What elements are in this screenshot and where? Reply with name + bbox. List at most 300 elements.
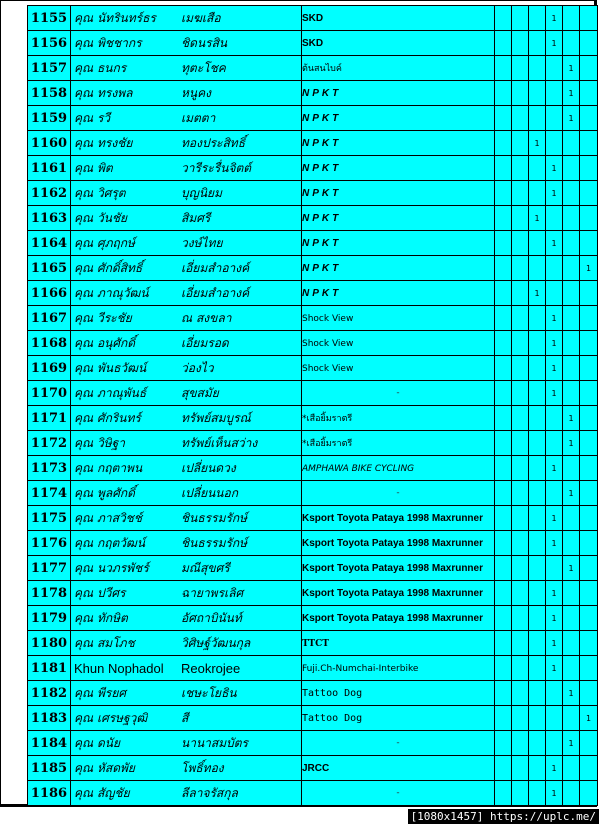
category-flag-cell xyxy=(563,281,580,306)
category-flag-cell: 1 xyxy=(529,131,546,156)
first-name: คุณ ภาสวิชช์ xyxy=(74,510,142,525)
last-name: สิมศรี xyxy=(181,210,211,225)
category-flag-cell xyxy=(580,81,598,106)
category-flag-cell xyxy=(495,156,512,181)
category-flag-cell xyxy=(512,356,529,381)
last-name: สุขสมัย xyxy=(181,385,219,400)
category-flag-cell xyxy=(529,181,546,206)
category-flag-cell xyxy=(512,406,529,431)
table-row xyxy=(28,256,598,281)
category-flag-cell xyxy=(580,331,598,356)
bib-number: 1178 xyxy=(28,581,71,606)
category-flag-cell xyxy=(529,56,546,81)
team-name xyxy=(302,681,495,706)
team-label: NPKT xyxy=(302,187,342,199)
team-label: JRCC xyxy=(302,762,330,774)
category-flag-cell: 1 xyxy=(546,781,563,806)
table-row xyxy=(28,481,598,506)
category-flag-cell xyxy=(512,581,529,606)
category-flag-cell xyxy=(495,681,512,706)
category-flag-cell: 1 xyxy=(546,156,563,181)
first-name: คุณ ภาณุวัฒน์ xyxy=(74,285,149,300)
category-flag-cell: 1 xyxy=(546,6,563,31)
category-flag-cell xyxy=(529,31,546,56)
category-flag-cell xyxy=(512,331,529,356)
team-label: Tattoo Dog xyxy=(302,712,363,724)
team-name xyxy=(302,331,495,356)
category-flag-cell: 1 xyxy=(546,231,563,256)
category-flag-cell xyxy=(495,706,512,731)
category-flag-cell: 1 xyxy=(563,481,580,506)
team-name xyxy=(302,431,495,456)
last-name: เอี่ยมสำอางค์ xyxy=(181,285,250,300)
category-flag-cell: 1 xyxy=(563,731,580,756)
table-row xyxy=(28,506,598,531)
category-flag-cell xyxy=(512,256,529,281)
team-name xyxy=(302,606,495,631)
category-flag-cell xyxy=(563,506,580,531)
category-flag-cell xyxy=(580,756,598,781)
category-flag-cell xyxy=(495,81,512,106)
last-name: มณีสุขศรี xyxy=(181,560,230,575)
category-flag-cell xyxy=(495,181,512,206)
table-row xyxy=(28,531,598,556)
category-flag-cell xyxy=(546,56,563,81)
rider-name xyxy=(71,31,302,56)
team-label: - xyxy=(396,488,400,498)
rider-name xyxy=(71,531,302,556)
category-flag-cell xyxy=(529,356,546,381)
category-flag-cell xyxy=(495,456,512,481)
table-row xyxy=(28,706,598,731)
bib-number: 1185 xyxy=(28,756,71,781)
category-flag-cell xyxy=(512,206,529,231)
category-flag-cell: 1 xyxy=(546,456,563,481)
category-flag-cell xyxy=(580,431,598,456)
category-flag-cell xyxy=(563,31,580,56)
category-flag-cell xyxy=(580,106,598,131)
category-flag-cell xyxy=(529,406,546,431)
category-flag-cell xyxy=(546,81,563,106)
team-name xyxy=(302,6,495,31)
category-flag-cell xyxy=(529,556,546,581)
category-flag-cell xyxy=(512,6,529,31)
category-flag-cell xyxy=(546,206,563,231)
category-flag-cell xyxy=(495,531,512,556)
team-name xyxy=(302,106,495,131)
bib-number: 1163 xyxy=(28,206,71,231)
first-name: คุณ นวภรพัชร์ xyxy=(74,560,149,575)
category-flag-cell xyxy=(529,631,546,656)
team-name xyxy=(302,656,495,681)
category-flag-cell xyxy=(512,681,529,706)
category-flag-cell xyxy=(563,331,580,356)
table-row xyxy=(28,81,598,106)
last-name: เอี่ยมสำอางค์ xyxy=(181,260,250,275)
bib-number: 1158 xyxy=(28,81,71,106)
category-flag-cell: 1 xyxy=(546,356,563,381)
team-label: Tattoo Dog xyxy=(302,687,363,699)
team-name xyxy=(302,206,495,231)
category-flag-cell xyxy=(512,131,529,156)
last-name: เชษะโยธิน xyxy=(181,685,237,700)
category-flag-cell xyxy=(512,656,529,681)
rider-name xyxy=(71,456,302,481)
category-flag-cell xyxy=(563,306,580,331)
category-flag-cell xyxy=(563,581,580,606)
category-flag-cell xyxy=(512,281,529,306)
category-flag-cell xyxy=(529,381,546,406)
category-flag-cell xyxy=(495,131,512,156)
category-flag-cell xyxy=(563,781,580,806)
category-flag-cell xyxy=(580,581,598,606)
last-name: ลีลาจรัสกุล xyxy=(181,785,238,800)
last-name: เมตตา xyxy=(181,110,216,125)
category-flag-cell xyxy=(495,31,512,56)
last-name: บุญนิยม xyxy=(181,185,222,200)
team-name xyxy=(302,56,495,81)
first-name: คุณ สมโภช xyxy=(74,635,135,650)
category-flag-cell xyxy=(580,306,598,331)
first-name: คุณ วันชัย xyxy=(74,210,128,225)
category-flag-cell xyxy=(580,731,598,756)
category-flag-cell xyxy=(495,356,512,381)
category-flag-cell: 1 xyxy=(546,756,563,781)
team-name xyxy=(302,631,495,656)
category-flag-cell xyxy=(563,206,580,231)
category-flag-cell xyxy=(495,606,512,631)
team-name xyxy=(302,731,495,756)
team-label: NPKT xyxy=(302,237,342,249)
team-label: - xyxy=(396,738,400,748)
team-name xyxy=(302,281,495,306)
category-flag-cell xyxy=(563,606,580,631)
category-flag-cell xyxy=(495,381,512,406)
rider-name xyxy=(71,781,302,806)
team-name xyxy=(302,156,495,181)
category-flag-cell xyxy=(529,6,546,31)
rider-name xyxy=(71,156,302,181)
team-name xyxy=(302,481,495,506)
category-flag-cell xyxy=(495,406,512,431)
category-flag-cell xyxy=(495,756,512,781)
category-flag-cell xyxy=(529,531,546,556)
category-flag-cell xyxy=(529,656,546,681)
bib-number: 1157 xyxy=(28,56,71,81)
category-flag-cell: 1 xyxy=(546,631,563,656)
category-flag-cell xyxy=(529,731,546,756)
table-row xyxy=(28,631,598,656)
watermark-caption: [1080x1457] https://uplc.me/ xyxy=(408,809,599,824)
first-name: คุณ วิศรุต xyxy=(74,185,126,200)
category-flag-cell xyxy=(529,231,546,256)
table-row xyxy=(28,456,598,481)
team-label: SKD xyxy=(302,37,324,49)
first-name: คุณ เศรษฐวุฒิ xyxy=(74,710,148,725)
last-name: วารีระรื่นจิตต์ xyxy=(181,160,252,175)
category-flag-cell xyxy=(495,556,512,581)
rider-name xyxy=(71,606,302,631)
category-flag-cell: 1 xyxy=(546,531,563,556)
first-name: คุณ กฤตาพน xyxy=(74,460,143,475)
team-label: Ksport Toyota Pataya 1998 Maxrunner xyxy=(302,537,483,549)
category-flag-cell: 1 xyxy=(546,31,563,56)
category-flag-cell xyxy=(580,231,598,256)
category-flag-cell xyxy=(546,406,563,431)
category-flag-cell xyxy=(495,781,512,806)
bib-number: 1173 xyxy=(28,456,71,481)
last-name: วิศิษฐ์วัฒนกุล xyxy=(181,635,251,650)
bib-number: 1171 xyxy=(28,406,71,431)
team-name xyxy=(302,381,495,406)
table-row xyxy=(28,431,598,456)
rider-name xyxy=(71,406,302,431)
rider-name xyxy=(71,306,302,331)
rider-name xyxy=(71,56,302,81)
first-name: คุณ กฤตวัฒน์ xyxy=(74,535,146,550)
team-label: *เสือยิ้มราตรี xyxy=(302,414,353,424)
rider-name xyxy=(71,281,302,306)
rider-name xyxy=(71,706,302,731)
last-name: เมฆเสือ xyxy=(181,10,221,25)
first-name: คุณ ภาณุพันธ์ xyxy=(74,385,147,400)
team-name xyxy=(302,231,495,256)
rider-name xyxy=(71,581,302,606)
last-name: Reokrojee xyxy=(181,660,241,676)
category-flag-cell xyxy=(546,731,563,756)
category-flag-cell xyxy=(563,381,580,406)
last-name: เปลี่ยนดวง xyxy=(181,460,236,475)
last-name: สี xyxy=(181,710,189,725)
bib-number: 1179 xyxy=(28,606,71,631)
bib-number: 1167 xyxy=(28,306,71,331)
category-flag-cell xyxy=(580,681,598,706)
category-flag-cell xyxy=(512,431,529,456)
category-flag-cell xyxy=(580,131,598,156)
team-label: SKD xyxy=(302,12,324,24)
table-row xyxy=(28,781,598,806)
table-row xyxy=(28,606,598,631)
category-flag-cell xyxy=(580,356,598,381)
category-flag-cell xyxy=(529,106,546,131)
first-name: คุณ อนุศักดิ์ xyxy=(74,335,136,350)
bib-number: 1166 xyxy=(28,281,71,306)
team-name xyxy=(302,181,495,206)
team-label: NPKT xyxy=(302,212,342,224)
last-name: ทรัพย์เห็นสว่าง xyxy=(181,435,258,450)
category-flag-cell xyxy=(563,131,580,156)
table-row xyxy=(28,556,598,581)
category-flag-cell: 1 xyxy=(563,56,580,81)
team-label: TTCT xyxy=(302,638,329,649)
category-flag-cell xyxy=(529,431,546,456)
last-name: วงษ์ไทย xyxy=(181,235,223,250)
table-row xyxy=(28,331,598,356)
last-name: ชินธรรมรักษ์ xyxy=(181,535,248,550)
rider-name xyxy=(71,381,302,406)
category-flag-cell xyxy=(580,281,598,306)
rider-name xyxy=(71,756,302,781)
first-name: คุณ รวี xyxy=(74,110,111,125)
category-flag-cell xyxy=(495,331,512,356)
category-flag-cell xyxy=(529,481,546,506)
rider-name xyxy=(71,556,302,581)
category-flag-cell xyxy=(512,81,529,106)
table-row xyxy=(28,206,598,231)
rider-name xyxy=(71,631,302,656)
category-flag-cell xyxy=(529,306,546,331)
category-flag-cell xyxy=(580,206,598,231)
bib-number: 1156 xyxy=(28,31,71,56)
table-row xyxy=(28,656,598,681)
rider-name xyxy=(71,206,302,231)
category-flag-cell xyxy=(495,281,512,306)
rider-name xyxy=(71,356,302,381)
first-name: คุณ พันธวัฒน์ xyxy=(74,360,147,375)
team-name xyxy=(302,356,495,381)
category-flag-cell xyxy=(512,481,529,506)
bib-number: 1184 xyxy=(28,731,71,756)
bib-number: 1182 xyxy=(28,681,71,706)
category-flag-cell: 1 xyxy=(546,656,563,681)
team-name xyxy=(302,406,495,431)
first-name: คุณ พิชชากร xyxy=(74,35,142,50)
category-flag-cell xyxy=(512,756,529,781)
category-flag-cell xyxy=(512,156,529,181)
first-name: คุณ ธนกร xyxy=(74,60,127,75)
rider-name xyxy=(71,331,302,356)
category-flag-cell xyxy=(529,606,546,631)
team-label: - xyxy=(396,388,400,398)
category-flag-cell xyxy=(495,106,512,131)
category-flag-cell xyxy=(580,156,598,181)
first-name: คุณ ทรงชัย xyxy=(74,135,133,150)
category-flag-cell xyxy=(512,456,529,481)
bib-number: 1172 xyxy=(28,431,71,456)
category-flag-cell xyxy=(580,31,598,56)
team-label: NPKT xyxy=(302,112,342,124)
participant-table-body xyxy=(28,6,598,806)
last-name: ฉายาพรเลิศ xyxy=(181,585,244,600)
rider-name xyxy=(71,6,302,31)
first-name: คุณ นัทรินทร์ธร xyxy=(74,10,156,25)
team-label: NPKT xyxy=(302,137,342,149)
bib-number: 1176 xyxy=(28,531,71,556)
category-flag-cell xyxy=(546,256,563,281)
category-flag-cell: 1 xyxy=(546,306,563,331)
category-flag-cell xyxy=(563,256,580,281)
category-flag-cell xyxy=(563,706,580,731)
team-label: Ksport Toyota Pataya 1998 Maxrunner xyxy=(302,512,483,524)
rider-name xyxy=(71,506,302,531)
category-flag-cell xyxy=(580,456,598,481)
category-flag-cell xyxy=(529,681,546,706)
category-flag-cell: 1 xyxy=(529,206,546,231)
category-flag-cell xyxy=(580,781,598,806)
team-label: Ksport Toyota Pataya 1998 Maxrunner xyxy=(302,587,483,599)
first-name: คุณ พีรยศ xyxy=(74,685,126,700)
bib-number: 1169 xyxy=(28,356,71,381)
category-flag-cell xyxy=(512,181,529,206)
team-name xyxy=(302,131,495,156)
first-name: คุณ พูลศักดิ์ xyxy=(74,485,135,500)
table-row xyxy=(28,381,598,406)
category-flag-cell: 1 xyxy=(580,706,598,731)
category-flag-cell xyxy=(512,631,529,656)
category-flag-cell: 1 xyxy=(563,81,580,106)
category-flag-cell xyxy=(495,431,512,456)
rider-name xyxy=(71,481,302,506)
category-flag-cell xyxy=(512,556,529,581)
category-flag-cell xyxy=(512,31,529,56)
category-flag-cell xyxy=(495,581,512,606)
category-flag-cell xyxy=(563,656,580,681)
first-name: คุณ วีระชัย xyxy=(74,310,132,325)
first-name: คุณ ศักรินทร์ xyxy=(74,410,141,425)
table-row xyxy=(28,306,598,331)
bib-number: 1155 xyxy=(28,6,71,31)
category-flag-cell xyxy=(580,381,598,406)
team-name xyxy=(302,531,495,556)
category-flag-cell xyxy=(495,306,512,331)
rider-name xyxy=(71,431,302,456)
first-name: Khun Nophadol xyxy=(74,660,164,676)
team-label: Shock View xyxy=(302,313,354,324)
category-flag-cell xyxy=(529,81,546,106)
category-flag-cell xyxy=(546,431,563,456)
category-flag-cell xyxy=(580,181,598,206)
category-flag-cell xyxy=(563,231,580,256)
category-flag-cell xyxy=(563,156,580,181)
team-name xyxy=(302,256,495,281)
rider-name xyxy=(71,106,302,131)
rider-name xyxy=(71,256,302,281)
category-flag-cell xyxy=(512,706,529,731)
category-flag-cell xyxy=(580,531,598,556)
first-name: คุณ ศุภฤกษ์ xyxy=(74,235,135,250)
first-name: คุณ ปวีศร xyxy=(74,585,126,600)
bib-number: 1177 xyxy=(28,556,71,581)
rider-name xyxy=(71,181,302,206)
last-name: นานาสมบัตร xyxy=(181,735,248,750)
category-flag-cell xyxy=(580,481,598,506)
rider-name xyxy=(71,81,302,106)
category-flag-cell xyxy=(495,206,512,231)
category-flag-cell: 1 xyxy=(546,331,563,356)
table-row xyxy=(28,106,598,131)
last-name: เอี่ยมรอด xyxy=(181,335,229,350)
team-label: Shock View xyxy=(302,338,354,349)
last-name: ชินธรรมรักษ์ xyxy=(181,510,248,525)
last-name: เปลี่ยนนอก xyxy=(181,485,238,500)
rider-name xyxy=(71,656,302,681)
category-flag-cell xyxy=(580,406,598,431)
category-flag-cell xyxy=(546,131,563,156)
category-flag-cell xyxy=(529,456,546,481)
category-flag-cell xyxy=(512,531,529,556)
team-name xyxy=(302,706,495,731)
category-flag-cell xyxy=(529,706,546,731)
last-name: ชิดนรสิน xyxy=(181,35,228,50)
category-flag-cell xyxy=(495,656,512,681)
last-name: ทองประสิทธิ์ xyxy=(181,135,246,150)
category-flag-cell xyxy=(512,506,529,531)
bib-number: 1165 xyxy=(28,256,71,281)
category-flag-cell xyxy=(580,656,598,681)
bib-number: 1175 xyxy=(28,506,71,531)
category-flag-cell xyxy=(495,56,512,81)
team-label: Fuji.Ch-Numchai-Interbike xyxy=(302,663,419,674)
